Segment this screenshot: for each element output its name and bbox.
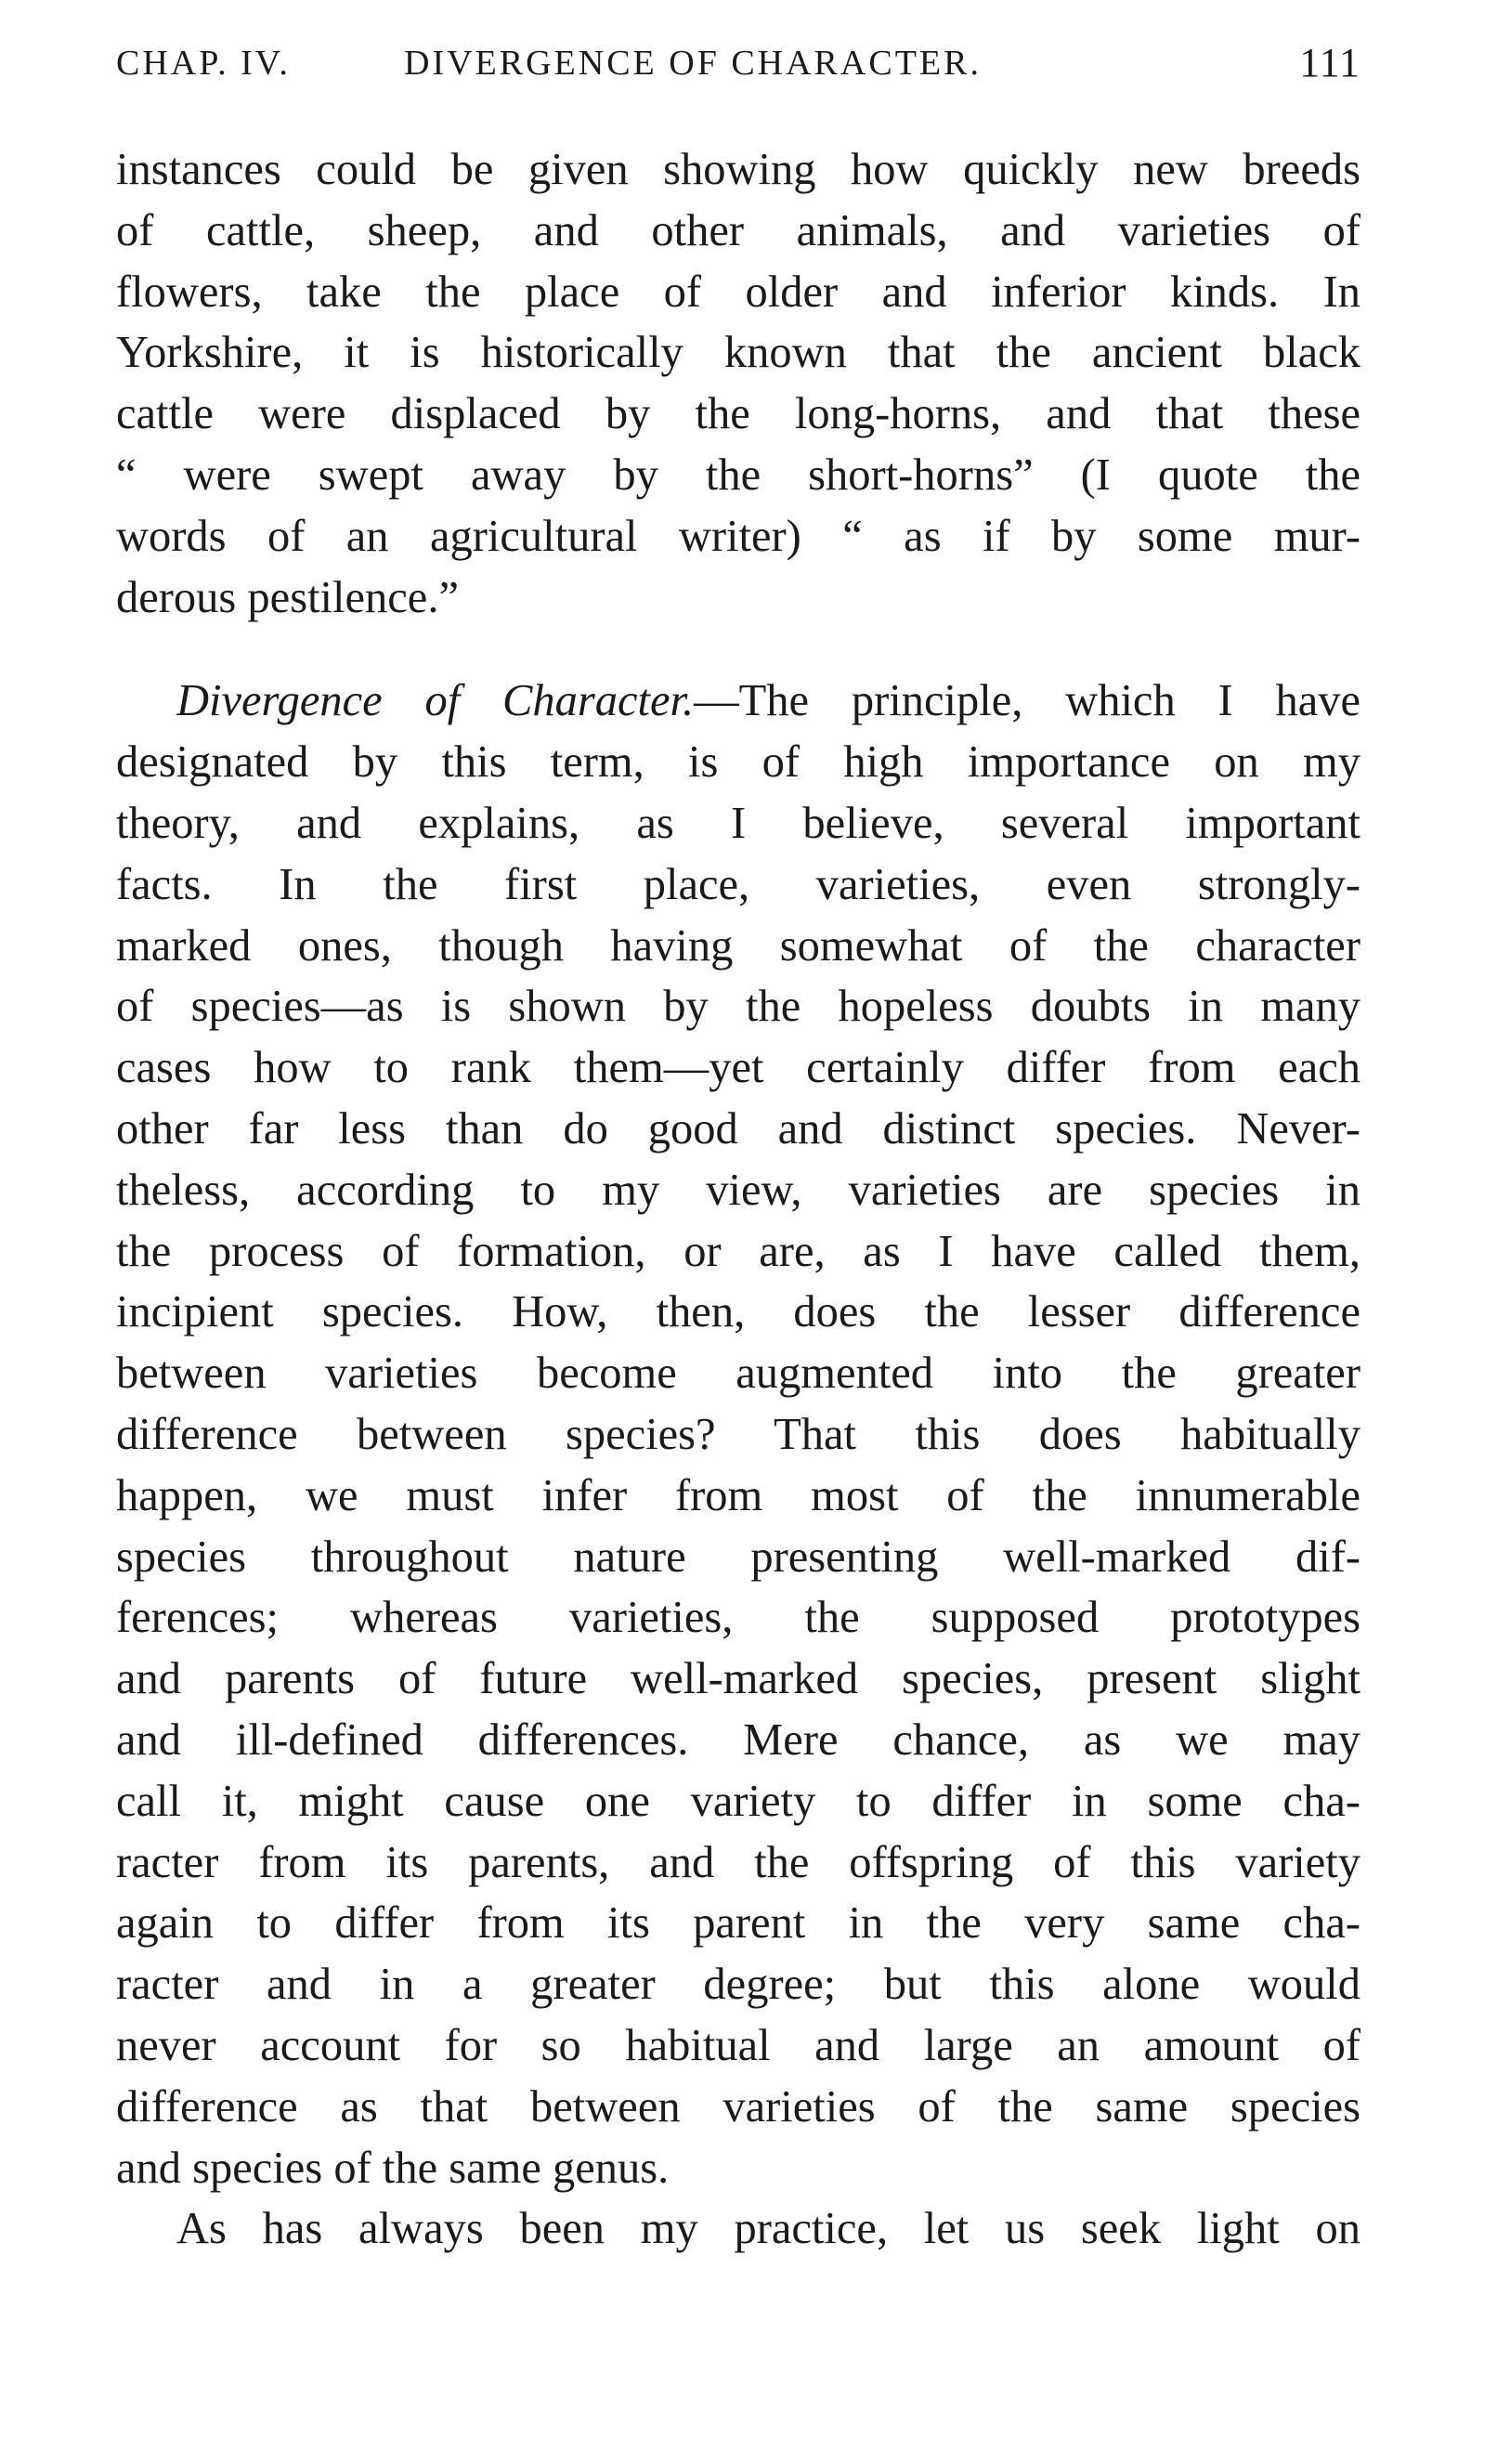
text-line-with-heading [116,671,1360,732]
text-line: “ were swept away by the short-horns” (I quote the [116,450,1360,500]
text-line: and species of the same genus. [116,2143,670,2193]
heading-line-rest: —The principle, which I have [694,676,1361,726]
text-line: facts. In the first place, varieties, even strongly- [116,859,1360,909]
text-line: instances could be given showing how quickly new breeds [116,145,1360,194]
text-line: and parents of future well-marked species, present slight [116,1654,1360,1704]
text-line: call it, might cause one variety to differ in some cha- [116,1776,1360,1826]
text-line: again to differ from its parent in the very same cha- [116,1898,1360,1949]
text-line: species throughout nature presenting well-marked dif- [116,1532,1360,1582]
paragraph-spacer [116,628,1360,671]
text-line: the process of formation, or are, as I have called them, [116,1226,1360,1276]
text-line: theory, and explains, as I believe, several important [116,798,1360,848]
text-line: racter and in a greater degree; but this alone would [116,1960,1360,2010]
paragraph-next [116,2198,1360,2260]
paragraph-divergence [116,671,1360,2198]
text-line: racter from its parents, and the offspring of this variety [116,1837,1360,1887]
text-line: Yorkshire, it is historically known that the ancient black [116,328,1360,378]
paragraph-continued [116,139,1360,628]
text-line: of species—as is shown by the hopeless doubts in many [116,982,1360,1032]
text-line: difference between species? That this does habitually [116,1409,1360,1459]
text-line: of cattle, sheep, and other animals, and varieties of [116,205,1360,255]
text-line: derous pestilence.” [116,572,459,622]
chapter-label: CHAP. IV. [116,44,291,83]
text-line: marked ones, though having somewhat of the character [116,920,1360,971]
text-line: difference as that between varieties of the same species [116,2081,1360,2132]
running-header [116,39,1360,95]
text-line: between varieties become augmented into the greater [116,1349,1360,1399]
text-line: ferences; whereas varieties, the supposed prototypes [116,1593,1360,1643]
text-line: words of an agricultural writer) “ as if by some mur- [116,511,1360,561]
text-line: never account for so habitual and large an amount of [116,2020,1360,2070]
text-line: theless, according to my view, varieties are species in [116,1165,1360,1215]
body-text [116,139,1360,2260]
text-line: cattle were displaced by the long-horns, and that these [116,389,1360,439]
text-line: cases how to rank them—yet certainly differ from each [116,1043,1360,1093]
text-line: and ill-defined differences. Mere chance, as we may [116,1714,1360,1765]
text-line: flowers, take the place of older and inferior kinds. In [116,267,1360,317]
text-line: As has always been my practice, let us seek light on [176,2204,1360,2254]
chapter-title: DIVERGENCE OF CHARACTER. [404,44,982,83]
text-line: happen, we must infer from most of the innumerable [116,1470,1360,1520]
section-heading: Divergence of Character. [176,676,695,726]
text-line: designated by this term, is of high importance on my [116,737,1360,788]
page-number: 111 [1299,40,1360,85]
text-line: other far less than do good and distinct species. Never- [116,1103,1360,1154]
text-line: incipient species. How, then, does the lesser difference [116,1287,1360,1337]
